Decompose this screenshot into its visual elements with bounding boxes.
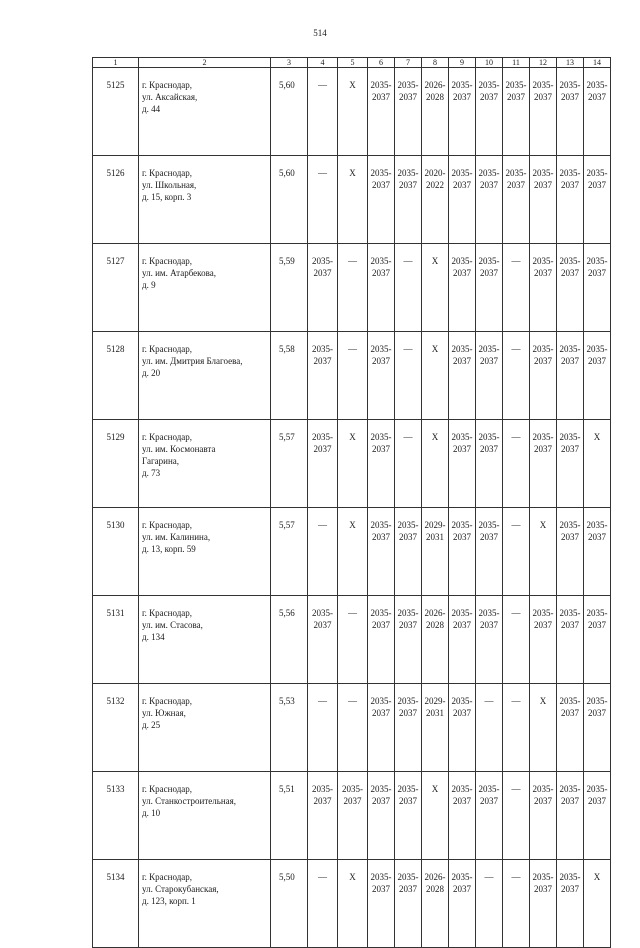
schedule-cell: 2035-2037 bbox=[449, 684, 476, 772]
address-line: ул. Старокубанская, bbox=[142, 884, 219, 894]
schedule-cell: 2035-2037 bbox=[476, 596, 503, 684]
schedule-cell: 2035-2037 bbox=[584, 684, 611, 772]
schedule-cell: Х bbox=[584, 420, 611, 508]
address-line: ул. им. Дмитрия Благоева, bbox=[142, 356, 243, 366]
score-cell: 5,56 bbox=[271, 596, 308, 684]
address-line: г. Краснодар, bbox=[142, 432, 193, 442]
row-number-cell: 5125 bbox=[93, 68, 139, 156]
schedule-cell: — bbox=[503, 772, 530, 860]
schedule-cell: 2035-2037 bbox=[368, 860, 395, 948]
column-header: 13 bbox=[557, 58, 584, 68]
schedule-cell: 2035-2037 bbox=[368, 508, 395, 596]
schedule-cell: 2035-2037 bbox=[584, 156, 611, 244]
schedule-cell: 2035-2037 bbox=[395, 68, 422, 156]
schedule-cell: Х bbox=[338, 156, 368, 244]
schedule-cell: — bbox=[338, 244, 368, 332]
schedule-cell: 2026-2028 bbox=[422, 596, 449, 684]
schedule-cell: 2035-2037 bbox=[557, 596, 584, 684]
schedule-cell: 2035-2037 bbox=[449, 772, 476, 860]
schedule-cell: — bbox=[476, 684, 503, 772]
schedule-cell: Х bbox=[422, 420, 449, 508]
schedule-cell: 2035-2037 bbox=[584, 332, 611, 420]
address-cell bbox=[139, 596, 271, 684]
schedule-cell: 2035-2037 bbox=[368, 68, 395, 156]
schedule-cell: Х bbox=[338, 860, 368, 948]
address-line: ул. Школьная, bbox=[142, 180, 197, 190]
schedule-cell: 2035-2037 bbox=[449, 508, 476, 596]
address-line: ул. им. Космонавта bbox=[142, 444, 216, 454]
table-row bbox=[93, 420, 611, 508]
schedule-cell: 2035-2037 bbox=[503, 156, 530, 244]
schedule-cell: Х bbox=[530, 684, 557, 772]
table-row bbox=[93, 684, 611, 772]
schedule-cell: 2035-2037 bbox=[530, 332, 557, 420]
address-cell bbox=[139, 684, 271, 772]
schedule-cell: — bbox=[503, 596, 530, 684]
row-number-cell: 5134 bbox=[93, 860, 139, 948]
address-line: ул. им. Атарбекова, bbox=[142, 268, 216, 278]
score-cell: 5,60 bbox=[271, 68, 308, 156]
address-cell bbox=[139, 860, 271, 948]
address-cell bbox=[139, 244, 271, 332]
register-table bbox=[92, 57, 611, 948]
address-cell bbox=[139, 156, 271, 244]
schedule-cell: 2035-2037 bbox=[584, 68, 611, 156]
schedule-cell: — bbox=[503, 860, 530, 948]
schedule-cell: 2035-2037 bbox=[395, 684, 422, 772]
address-line: д. 15, корп. 3 bbox=[142, 192, 192, 202]
table-row bbox=[93, 244, 611, 332]
score-cell: 5,53 bbox=[271, 684, 308, 772]
schedule-cell: — bbox=[338, 596, 368, 684]
address-cell bbox=[139, 68, 271, 156]
schedule-cell: 2035-2037 bbox=[530, 68, 557, 156]
address-line: г. Краснодар, bbox=[142, 696, 193, 706]
address-line: д. 20 bbox=[142, 368, 161, 378]
schedule-cell: 2035-2037 bbox=[476, 508, 503, 596]
schedule-cell: 2026-2028 bbox=[422, 68, 449, 156]
schedule-cell: 2035-2037 bbox=[368, 684, 395, 772]
score-cell: 5,50 bbox=[271, 860, 308, 948]
schedule-cell: 2035-2037 bbox=[308, 244, 338, 332]
schedule-cell: 2035-2037 bbox=[308, 772, 338, 860]
score-cell: 5,51 bbox=[271, 772, 308, 860]
schedule-cell: 2035-2037 bbox=[368, 332, 395, 420]
schedule-cell: Х bbox=[530, 508, 557, 596]
column-number-row bbox=[93, 58, 611, 68]
schedule-cell: 2035-2037 bbox=[584, 244, 611, 332]
address-line: г. Краснодар, bbox=[142, 344, 193, 354]
schedule-cell: 2035-2037 bbox=[368, 596, 395, 684]
column-header: 8 bbox=[422, 58, 449, 68]
schedule-cell: — bbox=[308, 860, 338, 948]
address-line: д. 73 bbox=[142, 468, 161, 478]
table-row bbox=[93, 508, 611, 596]
schedule-cell: Х bbox=[338, 508, 368, 596]
schedule-cell: — bbox=[503, 332, 530, 420]
schedule-cell: 2029-2031 bbox=[422, 684, 449, 772]
address-line: д. 44 bbox=[142, 104, 161, 114]
schedule-cell: 2035-2037 bbox=[557, 244, 584, 332]
schedule-cell: 2035-2037 bbox=[476, 68, 503, 156]
schedule-cell: — bbox=[476, 860, 503, 948]
schedule-cell: 2035-2037 bbox=[395, 772, 422, 860]
schedule-cell: 2035-2037 bbox=[530, 772, 557, 860]
schedule-cell: 2035-2037 bbox=[368, 772, 395, 860]
table-row bbox=[93, 156, 611, 244]
address-line: д. 134 bbox=[142, 632, 165, 642]
schedule-cell: Х bbox=[422, 332, 449, 420]
schedule-cell: 2035-2037 bbox=[395, 156, 422, 244]
schedule-cell: — bbox=[338, 332, 368, 420]
schedule-cell: — bbox=[308, 68, 338, 156]
column-header: 12 bbox=[530, 58, 557, 68]
address-line: д. 13, корп. 59 bbox=[142, 544, 196, 554]
table-row bbox=[93, 772, 611, 860]
schedule-cell: 2035-2037 bbox=[503, 68, 530, 156]
schedule-cell: 2035-2037 bbox=[557, 508, 584, 596]
score-cell: 5,57 bbox=[271, 420, 308, 508]
schedule-cell: — bbox=[503, 508, 530, 596]
schedule-cell: 2026-2028 bbox=[422, 860, 449, 948]
schedule-cell: 2035-2037 bbox=[449, 156, 476, 244]
schedule-cell: 2035-2037 bbox=[476, 244, 503, 332]
address-cell bbox=[139, 420, 271, 508]
column-header: 9 bbox=[449, 58, 476, 68]
schedule-cell: 2035-2037 bbox=[530, 156, 557, 244]
address-line: г. Краснодар, bbox=[142, 168, 193, 178]
schedule-cell: 2035-2037 bbox=[338, 772, 368, 860]
schedule-cell: 2035-2037 bbox=[449, 332, 476, 420]
row-number-cell: 5131 bbox=[93, 596, 139, 684]
schedule-cell: 2035-2037 bbox=[557, 332, 584, 420]
address-line: ул. Аксайская, bbox=[142, 92, 198, 102]
table-row bbox=[93, 68, 611, 156]
score-cell: 5,59 bbox=[271, 244, 308, 332]
schedule-cell: 2035-2037 bbox=[476, 772, 503, 860]
score-cell: 5,60 bbox=[271, 156, 308, 244]
row-number-cell: 5126 bbox=[93, 156, 139, 244]
schedule-cell: — bbox=[503, 420, 530, 508]
column-header: 7 bbox=[395, 58, 422, 68]
schedule-cell: Х bbox=[422, 244, 449, 332]
column-header: 4 bbox=[308, 58, 338, 68]
address-cell bbox=[139, 332, 271, 420]
table-row bbox=[93, 860, 611, 948]
schedule-cell: Х bbox=[338, 420, 368, 508]
address-line: д. 123, корп. 1 bbox=[142, 896, 196, 906]
schedule-cell: — bbox=[308, 508, 338, 596]
column-header: 5 bbox=[338, 58, 368, 68]
address-line: ул. Станкостроительная, bbox=[142, 796, 237, 806]
table-row bbox=[93, 596, 611, 684]
schedule-cell: 2035-2037 bbox=[449, 244, 476, 332]
schedule-cell: 2035-2037 bbox=[476, 332, 503, 420]
schedule-cell: 2035-2037 bbox=[557, 772, 584, 860]
address-line: Гагарина, bbox=[142, 456, 180, 466]
address-line: д. 25 bbox=[142, 720, 161, 730]
schedule-cell: — bbox=[338, 684, 368, 772]
schedule-cell: 2035-2037 bbox=[476, 420, 503, 508]
schedule-cell: 2035-2037 bbox=[557, 420, 584, 508]
schedule-cell: — bbox=[395, 244, 422, 332]
schedule-cell: — bbox=[503, 244, 530, 332]
row-number-cell: 5128 bbox=[93, 332, 139, 420]
column-header: 2 bbox=[139, 58, 271, 68]
schedule-cell: — bbox=[395, 420, 422, 508]
table-row bbox=[93, 332, 611, 420]
schedule-cell: — bbox=[308, 156, 338, 244]
schedule-cell: Х bbox=[338, 68, 368, 156]
schedule-cell: — bbox=[308, 684, 338, 772]
schedule-cell: 2035-2037 bbox=[395, 860, 422, 948]
score-cell: 5,57 bbox=[271, 508, 308, 596]
schedule-cell: 2035-2037 bbox=[368, 156, 395, 244]
address-line: д. 10 bbox=[142, 808, 161, 818]
address-line: д. 9 bbox=[142, 280, 156, 290]
schedule-cell: 2035-2037 bbox=[584, 772, 611, 860]
schedule-cell: 2035-2037 bbox=[308, 420, 338, 508]
schedule-cell: 2035-2037 bbox=[308, 596, 338, 684]
schedule-cell: 2035-2037 bbox=[449, 596, 476, 684]
schedule-cell: 2035-2037 bbox=[449, 420, 476, 508]
schedule-cell: 2035-2037 bbox=[557, 684, 584, 772]
address-line: ул. Южная, bbox=[142, 708, 186, 718]
address-cell bbox=[139, 508, 271, 596]
column-header: 1 bbox=[93, 58, 139, 68]
row-number-cell: 5130 bbox=[93, 508, 139, 596]
column-header: 3 bbox=[271, 58, 308, 68]
score-cell: 5,58 bbox=[271, 332, 308, 420]
schedule-cell: Х bbox=[584, 860, 611, 948]
address-line: г. Краснодар, bbox=[142, 872, 193, 882]
schedule-cell: 2035-2037 bbox=[368, 420, 395, 508]
address-line: г. Краснодар, bbox=[142, 784, 193, 794]
schedule-cell: 2035-2037 bbox=[530, 420, 557, 508]
page-number: 514 bbox=[313, 28, 327, 38]
schedule-cell: 2035-2037 bbox=[557, 68, 584, 156]
schedule-cell: 2035-2037 bbox=[449, 860, 476, 948]
schedule-cell: 2035-2037 bbox=[530, 596, 557, 684]
column-header: 14 bbox=[584, 58, 611, 68]
address-cell bbox=[139, 772, 271, 860]
schedule-cell: 2035-2037 bbox=[449, 68, 476, 156]
row-number-cell: 5127 bbox=[93, 244, 139, 332]
schedule-cell: 2035-2037 bbox=[530, 860, 557, 948]
address-line: г. Краснодар, bbox=[142, 80, 193, 90]
schedule-cell: 2035-2037 bbox=[530, 244, 557, 332]
address-line: г. Краснодар, bbox=[142, 520, 193, 530]
schedule-cell: 2029-2031 bbox=[422, 508, 449, 596]
column-header: 10 bbox=[476, 58, 503, 68]
schedule-cell: — bbox=[395, 332, 422, 420]
address-line: г. Краснодар, bbox=[142, 256, 193, 266]
address-line: ул. им. Стасова, bbox=[142, 620, 203, 630]
schedule-cell: 2035-2037 bbox=[557, 860, 584, 948]
schedule-cell: 2035-2037 bbox=[395, 508, 422, 596]
schedule-cell: 2035-2037 bbox=[584, 596, 611, 684]
schedule-cell: 2035-2037 bbox=[395, 596, 422, 684]
schedule-cell: 2020-2022 bbox=[422, 156, 449, 244]
address-line: ул. им. Калинина, bbox=[142, 532, 211, 542]
row-number-cell: 5133 bbox=[93, 772, 139, 860]
row-number-cell: 5132 bbox=[93, 684, 139, 772]
address-line: г. Краснодар, bbox=[142, 608, 193, 618]
column-header: 11 bbox=[503, 58, 530, 68]
schedule-cell: 2035-2037 bbox=[584, 508, 611, 596]
schedule-cell: 2035-2037 bbox=[476, 156, 503, 244]
column-header: 6 bbox=[368, 58, 395, 68]
schedule-cell: — bbox=[503, 684, 530, 772]
schedule-cell: 2035-2037 bbox=[308, 332, 338, 420]
schedule-cell: Х bbox=[422, 772, 449, 860]
schedule-cell: 2035-2037 bbox=[368, 244, 395, 332]
schedule-cell: 2035-2037 bbox=[557, 156, 584, 244]
row-number-cell: 5129 bbox=[93, 420, 139, 508]
